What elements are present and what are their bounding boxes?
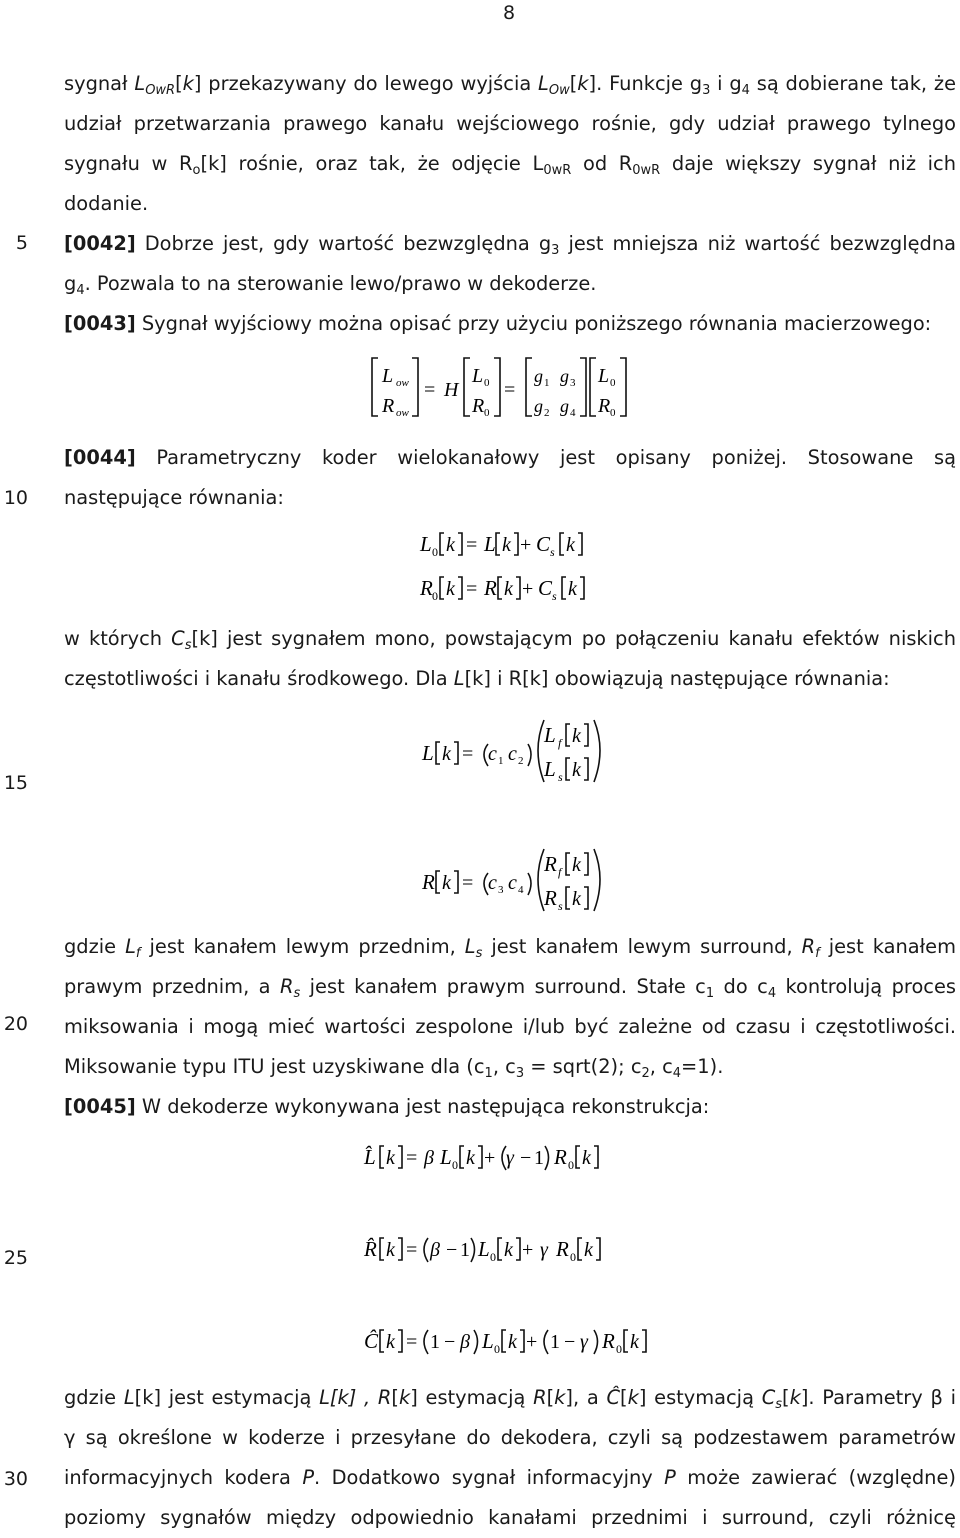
text-line: sygnał $L_{OwR}[k]$ przekazywany do lewego wyjścia $L_{Ow}[k]$. Funkcje $g_3$ i $g_4$ są dobierane tak, że: [64, 72, 956, 98]
svg-text:2: 2: [518, 755, 524, 767]
svg-text:k: k: [442, 872, 451, 894]
eq-subscript: 0: [610, 377, 616, 389]
eq-operator: =: [466, 534, 478, 556]
svg-text:k: k: [504, 578, 513, 600]
eq-symbol: R: [598, 395, 611, 417]
eq-operator: =: [424, 379, 436, 401]
paragraph-mono-signal: [64, 619, 956, 699]
eq-symbol: C: [536, 532, 551, 556]
svg-text:f: f: [558, 736, 562, 750]
eq-operator: +: [526, 1331, 538, 1353]
svg-text:1: 1: [460, 1239, 470, 1261]
eq-symbol: R: [602, 1329, 615, 1353]
eq-operator: =: [504, 379, 516, 401]
eq-symbol: R: [472, 395, 485, 417]
eq-operator: −: [520, 1147, 532, 1169]
eq-symbol: g: [560, 396, 569, 416]
svg-text:f: f: [558, 865, 562, 879]
svg-text:k: k: [446, 534, 455, 556]
text-line: gdzie L[k] jest estymacją L[k] , R[k] estymacją R[k], a Ĉ[k] estymacją $C_s[k]$. Parametry β i: [64, 1386, 956, 1412]
svg-text:k: k: [572, 725, 581, 747]
eq-subscript: 4: [570, 407, 576, 419]
eq-operator: +: [484, 1147, 496, 1169]
page-number: 8: [502, 2, 516, 24]
svg-text:1: 1: [550, 1331, 560, 1353]
eq-symbol: R̂: [364, 1237, 377, 1261]
eq-operator: =: [466, 578, 478, 600]
svg-text:c: c: [508, 872, 517, 894]
eq-operator: =: [406, 1331, 418, 1353]
eq-symbol: L: [422, 741, 434, 765]
svg-text:k: k: [584, 1239, 593, 1261]
text-line: poziomy sygnałów między odpowiednio kanałami przednimi i surround, czyli różnicę: [64, 1506, 956, 1529]
text-line: w których $C_s[k]$ jest sygnałem mono, powstającym po połączeniu kanału efektów niskich: [64, 627, 956, 653]
eq-subscript: 0: [484, 377, 490, 389]
svg-text:k: k: [508, 1331, 517, 1353]
svg-text:1: 1: [534, 1147, 544, 1169]
svg-text:k: k: [386, 1239, 395, 1261]
svg-text:γ: γ: [506, 1147, 514, 1169]
line-number: 15: [3, 772, 28, 794]
eq-symbol: L: [484, 532, 496, 556]
line-number: 5: [15, 232, 28, 254]
text-line: sygnału w $R_o[k]$ rośnie, oraz tak, że odjęcie $L_{0wR}$ od $R_{0wR}$ daje większy sygnał niż ich: [64, 152, 956, 178]
eq-symbol: L: [382, 365, 394, 387]
eq-symbol: L: [440, 1145, 452, 1169]
text-line: gdzie $L_f$ jest kanałem lewym przednim, $L_s$ jest kanałem lewym surround, $R_f$ jest kanałem: [64, 935, 956, 961]
svg-text:k: k: [386, 1331, 395, 1353]
mixing-equation-right: [422, 845, 622, 915]
svg-text:k: k: [630, 1331, 639, 1353]
eq-symbol: R: [484, 576, 497, 600]
decoder-equation-right: [364, 1230, 614, 1266]
eq-symbol: R: [544, 886, 557, 910]
text-line: informacyjnych kodera P. Dodatkowo sygnał informacyjny P może zawierać (względne): [64, 1466, 956, 1489]
svg-text:k: k: [572, 888, 581, 910]
text-line: γ są określone w koderze i przesyłane do dekodera, czyli są podzestawem parametrów: [64, 1426, 956, 1449]
eq-subscript: 0: [484, 407, 490, 419]
line-number: 20: [3, 1013, 28, 1035]
eq-symbol: L: [482, 1329, 494, 1353]
svg-text:c: c: [488, 743, 497, 765]
eq-operator: −: [564, 1331, 576, 1353]
text-line: [0044] Parametryczny koder wielokanałowy jest opisany poniżej. Stosowane są: [64, 446, 956, 469]
encoder-equations: [420, 525, 600, 607]
svg-text:1: 1: [498, 755, 504, 767]
svg-text:0: 0: [616, 1342, 622, 1356]
svg-text:k: k: [572, 854, 581, 876]
eq-symbol: L: [472, 365, 484, 387]
svg-text:0: 0: [568, 1158, 574, 1172]
eq-symbol: R: [422, 870, 435, 894]
eq-operator: =: [406, 1239, 418, 1261]
svg-text:0: 0: [452, 1158, 458, 1172]
svg-text:k: k: [566, 534, 575, 556]
svg-text:s: s: [558, 770, 563, 784]
text-line: Miksowanie typu ITU jest uzyskiwane dla ($c_1$, $c_3$ = sqrt(2); $c_2$, $c_4=1$).: [64, 1055, 724, 1081]
eq-subscript: ow: [396, 407, 409, 419]
text-line: następujące równania:: [64, 486, 284, 509]
eq-symbol: R: [556, 1237, 569, 1261]
svg-text:γ: γ: [580, 1331, 588, 1353]
svg-text:c: c: [508, 743, 517, 765]
eq-subscript: 3: [570, 377, 576, 389]
svg-text:k: k: [442, 743, 451, 765]
line-number: 10: [3, 487, 28, 509]
eq-symbol: g: [534, 396, 543, 416]
mixing-equation-left: [422, 716, 622, 786]
svg-text:k: k: [572, 759, 581, 781]
svg-text:k: k: [504, 1239, 513, 1261]
text-line: dodanie.: [64, 192, 149, 215]
paragraph-0043: [64, 304, 956, 344]
svg-text:k: k: [466, 1147, 475, 1169]
svg-text:0: 0: [570, 1250, 576, 1264]
text-line: [0045] W dekoderze wykonywana jest następująca rekonstrukcja:: [64, 1095, 710, 1118]
svg-text:k: k: [582, 1147, 591, 1169]
eq-subscript: 0: [610, 407, 616, 419]
paragraph-estimation: [64, 1378, 956, 1538]
paragraph-0042: [64, 224, 956, 304]
eq-operator: =: [462, 743, 474, 765]
eq-subscript: 0: [432, 589, 438, 603]
eq-symbol: C: [538, 576, 553, 600]
paragraph-tag: [0045]: [64, 1095, 136, 1118]
eq-subscript: 0: [432, 545, 438, 559]
eq-subscript: 2: [544, 407, 550, 419]
eq-symbol: L: [478, 1237, 490, 1261]
line-number: 25: [3, 1247, 28, 1269]
svg-text:k: k: [502, 534, 511, 556]
svg-text:γ: γ: [540, 1239, 548, 1261]
eq-operator: =: [462, 872, 474, 894]
eq-symbol: L: [598, 365, 610, 387]
text-line: [0043] Sygnał wyjściowy można opisać przy użyciu poniższego równania macierzowego:: [64, 312, 932, 335]
eq-symbol: H: [444, 379, 459, 401]
eq-symbol: g: [560, 366, 569, 386]
eq-operator: +: [522, 578, 534, 600]
eq-symbol: Ĉ: [364, 1329, 379, 1353]
eq-subscript: s: [550, 545, 555, 559]
paragraph-tag: [0044]: [64, 446, 136, 469]
text-line: udział przetwarzania prawego kanału wejściowego rośnie, gdy udział prawego tylnego: [64, 112, 956, 135]
svg-text:β: β: [460, 1331, 470, 1353]
eq-symbol: R: [382, 395, 395, 417]
text-line: częstotliwości i kanału środkowego. Dla L[k] i R[k] obowiązują następujące równania:: [64, 667, 890, 690]
svg-text:0: 0: [494, 1342, 500, 1356]
text-line: [0042] Dobrze jest, gdy wartość bezwzględna $g_3$ jest mniejsza niż wartość bezwzględna: [64, 232, 956, 258]
decoder-equation-center: [364, 1322, 654, 1358]
matrix-equation: [368, 352, 648, 424]
eq-symbol: R: [554, 1145, 567, 1169]
text-line: prawym przednim, a $R_s$ jest kanałem prawym surround. Stałe $c_1$ do $c_4$ kontrolują proces: [64, 975, 956, 1001]
paragraph-0044: [64, 438, 956, 518]
eq-symbol: g: [534, 366, 543, 386]
line-number: 30: [3, 1468, 28, 1490]
paragraph-continuation: [64, 64, 956, 224]
svg-text:1: 1: [430, 1331, 440, 1353]
svg-text:k: k: [446, 578, 455, 600]
svg-text:k: k: [568, 578, 577, 600]
paragraph-tag: [0043]: [64, 312, 136, 335]
svg-text:β: β: [424, 1147, 434, 1169]
eq-symbol: L: [420, 532, 432, 556]
eq-subscript: 1: [544, 377, 550, 389]
eq-symbol: L: [544, 757, 556, 781]
text-line: $g_4$. Pozwala to na sterowanie lewo/prawo w dekoderze.: [64, 272, 597, 298]
eq-operator: =: [406, 1147, 418, 1169]
svg-text:s: s: [558, 899, 563, 913]
paragraph-0045: [64, 1087, 956, 1127]
svg-text:4: 4: [518, 884, 524, 896]
eq-subscript: ow: [396, 377, 409, 389]
eq-operator: −: [444, 1331, 456, 1353]
svg-text:3: 3: [498, 884, 504, 896]
svg-text:β: β: [430, 1239, 440, 1261]
eq-subscript: s: [552, 589, 557, 603]
eq-symbol: R: [420, 576, 433, 600]
eq-operator: +: [522, 1239, 534, 1261]
eq-symbol: R: [544, 852, 557, 876]
eq-symbol: L̂: [364, 1145, 376, 1169]
eq-operator: +: [520, 534, 532, 556]
svg-text:k: k: [386, 1147, 395, 1169]
eq-symbol: L: [544, 723, 556, 747]
svg-text:0: 0: [490, 1250, 496, 1264]
svg-text:c: c: [488, 872, 497, 894]
text-line: miksowania i mogą mieć wartości zespolone i/lub być zależne od czasu i częstotliwości.: [64, 1015, 956, 1038]
paragraph-tag: [0042]: [64, 232, 136, 255]
eq-operator: −: [446, 1239, 458, 1261]
decoder-equation-left: [364, 1138, 614, 1174]
paragraph-channel-definitions: [64, 927, 956, 1087]
